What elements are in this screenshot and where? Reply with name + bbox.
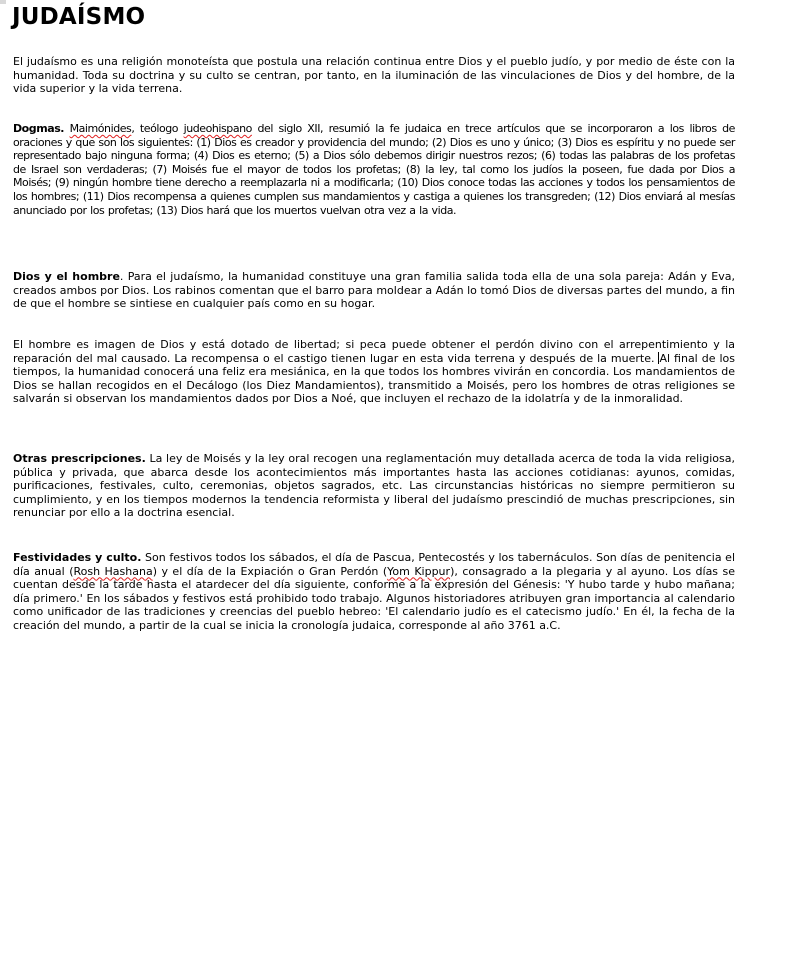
paragraph-festividades bbox=[13, 551, 735, 633]
paragraph-intro bbox=[13, 55, 735, 96]
section-heading: Dogmas. bbox=[13, 122, 65, 135]
section-heading: Festividades y culto. bbox=[13, 551, 142, 564]
paragraph-el-hombre bbox=[13, 338, 735, 406]
text-run: ) y el día de la Expiación o Gran Perdón ( bbox=[152, 564, 388, 578]
paragraph-dios-y-el-hombre bbox=[13, 270, 735, 311]
section-heading: Otras prescripciones. bbox=[13, 452, 146, 465]
page-corner-marker bbox=[0, 0, 6, 4]
text-run: Son festivos todos los sábados, el día de Pascua, Pentecostés y los tabernáculos. Son días de penitencia el día anual ( bbox=[13, 551, 736, 578]
text-run: La ley de Moisés y la ley oral recogen una reglamentación muy detallada acerca de toda la vida religiosa, pública y privada, que abarca desde los acontecimientos más importantes hasta las acciones cotidianas: ayunos, comidas, purificaciones, festivales, culto, ceremonias, objetos sagrados, etc. Las circunstancias históricas no siempre permitieron su cumplimiento, y en los tiempos modernos la tendencia reformista y liberal del judaísmo prescindió de muchas prescripciones, sin renunciar por ello a la doctrina esencial. bbox=[13, 452, 735, 520]
text-run: El judaísmo es una religión monoteísta que postula una relación continua entre Dios y el pueblo judío, y por medio de éste con la humanidad. Toda su doctrina y su culto se centran, por tanto, en la iluminación de las vinculaciones de Dios y del hombre, de la vida superior y la vida terrena. bbox=[13, 55, 735, 96]
text-run: del siglo XII, resumió la fe judaica en trece artículos que se incorporaron a los libros de oraciones y que son los siguientes: (1) Dios es creador y providencia del mundo; (2) Dios es uno y único; (3) Dios es espíritu y no puede ser representado bajo ninguna forma; (4) Dios es eterno; (5) a Dios sólo debemos dirigir nuestros rezos; (6) todas las palabras de los profetas de Israel son verdaderas; (7) Moisés fue el mayor de todos los profetas; (8) la ley, tal como los judíos la poseen, fue dada por Dios a Moisés; (9) ningún hombre tiene derecho a reemplazarla ni a modificarla; (10) Dios conoce todas las acciones y todos los pensamientos de los hombres; (11) Dios recompensa a quienes cumplen sus mandamientos y castiga a quienes los transgreden; (12) Dios enviará al mesías anunciado por los profetas; (13) Dios hará que los muertos vuelvan otra vez a la vida. bbox=[13, 122, 735, 217]
section-heading: Dios y el hombre bbox=[13, 270, 120, 283]
document-title: JUDAÍSMO bbox=[12, 4, 146, 30]
text-run: , teólogo bbox=[131, 122, 184, 135]
text-run: Al final de los tiempos, la humanidad conocerá una feliz era mesiánica, en la que todos los hombres vivirán en concordia. Los mandamientos de Dios se hallan recogidos en el Decálogo (los Diez Mandamientos), transmitido a Moisés, pero los hombres de otras religiones se salvarán si observan los mandamientos dados por Dios a Noé, que incluyen el rechazo de la idolatría y de la inmoralidad. bbox=[13, 351, 735, 406]
text-run: . Para el judaísmo, la humanidad constituye una gran familia salida toda ella de una sola pareja: Adán y Eva, creados ambos por Dios. Los rabinos comentan que el barro para moldear a Adán lo tomó Dios de diversas partes del mundo, a fin de que el hombre se sintiese en cualquier país como en su hogar. bbox=[13, 270, 736, 311]
paragraph-dogmas bbox=[13, 122, 735, 217]
misspelled-word: judeohispano bbox=[183, 122, 252, 135]
misspelled-word: Yom Kippur bbox=[387, 564, 451, 578]
paragraph-otras-prescripciones bbox=[13, 452, 735, 520]
misspelled-word: Maimónides bbox=[69, 122, 132, 135]
text-run: ), consagrado a la plegaria y al ayuno. Los días se cuentan desde la tarde hasta el atardecer del día siguiente, conforme a la expresión del Génesis: 'Y hubo tarde y hubo mañana; día primero.' En los sábados y festivos está prohibido todo trabajo. Algunos historiadores atribuyen gran importancia al calendario como unificador de las tradiciones y creencias del pueblo hebreo: 'El calendario judío es el catecismo judío.' En él, la fecha de la creación del mundo, a partir de la cual se inicia la cronología judaica, corresponde al año 3761 a.C. bbox=[13, 564, 736, 632]
text-run: El hombre es imagen de Dios y está dotado de libertad; si peca puede obtener el perdón divino con el arrepentimiento y la reparación del mal causado. La recompensa o el castigo tienen lugar en esta vida terrena y después de la muerte. bbox=[13, 338, 735, 365]
misspelled-word: Rosh Hashana bbox=[73, 564, 153, 578]
